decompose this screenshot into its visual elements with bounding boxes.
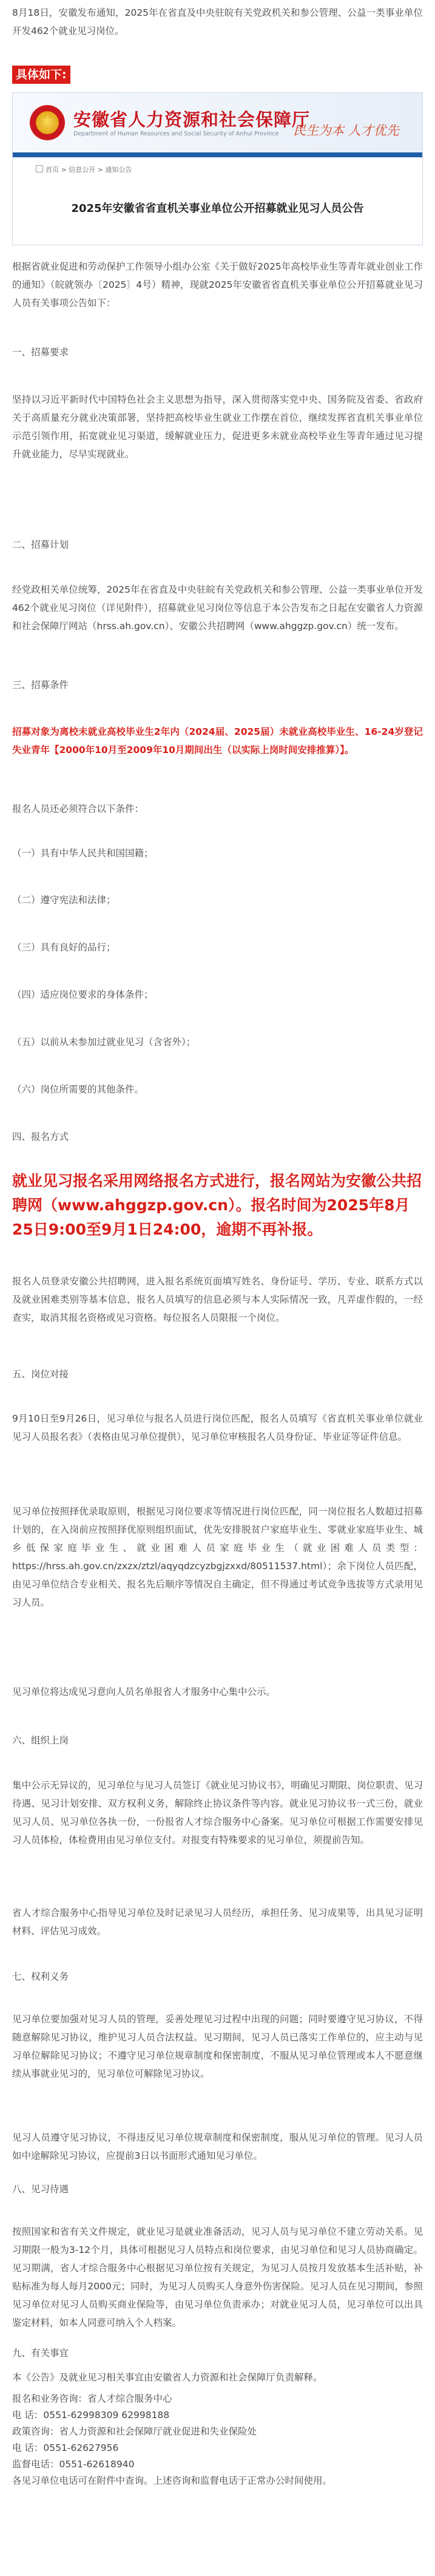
paragraph-preamble: 根据省就业促进和劳动保护工作领导小组办公室《关于做好2025年高校毕业生等青年就业创业工作的通知》（皖就领办〔2025〕4号）精神，现就2025年安徽省省直机关事业单位公开招募就业见习人员有关事项公告如下： <box>12 261 423 308</box>
website-header-screenshot <box>12 92 423 245</box>
paragraph-requirements: 坚持以习近平新时代中国特色社会主义思想为指导，深入贯彻落实党中央、国务院及省委、省政府关于高质量充分就业决策部署，坚持把高校毕业生就业工作摆在首位，继续发挥省直机关事业单位示范引领作用，拓宽就业见习渠道，缓解就业压力，促进更多未就业高校毕业生等青年通过见习提升就业能力，尽早实现就业。 <box>12 394 423 460</box>
registration-highlight: 就业见习报名采用网络报名方式进行，报名网站为安徽公共招聘网（www.ahggzp.gov.cn）。报名时间为2025年8月25日9:00至9月1日24:00，逾期不再补报。 <box>12 1172 422 1238</box>
paragraph-matching-2: 见习单位按照择优录取原则，根据见习岗位要求等情况进行岗位匹配，同一岗位报名人数超过招募计划的，在入岗前应按照择优原则组织面试，优先安排脱贫户家庭毕业生、零就业家庭毕业生、城乡低保家庭毕业生、就业困难人员家庭毕业生（就业困难人员类型：https://hrss.ah.gov.cn/zxzx/ztzl/aqyqdzcyzbgjzxxd/80511537.html）；余下岗位人员匹配，由见习单位结合专业相关、报名先后顺序等情况自主确定，但不得通过考试竞争选拔等方式录用见习人员。 <box>12 1506 423 1608</box>
contact-label: 报名和业务咨询：省人才综合服务中心 <box>12 2393 172 2404</box>
section-title-matching: 五、岗位对接 <box>12 1369 69 1380</box>
paragraph-onboarding-2: 省人才综合服务中心指导见习单位及时记录见习人员经历，承担任务、见习成果等，出具见习证明材料、评估见习成效。 <box>12 1907 423 1937</box>
contact-phone: 电 话：0551-62998309 62998188 <box>12 2410 170 2421</box>
section-title-onboarding: 六、组织上岗 <box>12 1735 69 1746</box>
section-title-plan: 二、招募计划 <box>12 539 69 550</box>
condition-item: （四）适应岗位要求的身体条件； <box>12 989 153 1000</box>
nav-bar <box>13 152 422 157</box>
paragraph-matching-1: 9月10日至9月26日，见习单位与报名人员进行岗位匹配，报名人员填写《省直机关事业单位就业见习人员报名表》（表格由见习单位提供），见习单位审核报名人员身份证、毕业证等证件信息。 <box>12 1413 423 1442</box>
banner <box>13 93 422 152</box>
site-subtitle: Department of Human Resources and Social Security of Anhui Province <box>73 131 279 137</box>
contact-label: 监督电话：0551-62618940 <box>12 2459 135 2470</box>
paragraph-registration: 报名人员登录安徽公共招聘网，进入报名系统页面填写姓名、身份证号、学历、专业、联系方式以及就业困难类别等基本信息，报名人员填写的信息必须与本人实际情况一致，凡弄虚作假的，一经查实，取消其报名资格或见习资格。每位报名人员限报一个岗位。 <box>12 1276 423 1323</box>
paragraph-plan: 经党政相关单位统筹，2025年在省直及中央驻皖有关党政机关和参公管理、公益一类事业单位开发462个就业见习岗位（详见附件），招募就业见习岗位等信息于本公告发布之日起在安徽省人力资源和社会保障厅网站（hrss.ah.gov.cn）、安徽公共招聘网（www.ahggzp.gov.cn）统一发布。 <box>12 584 423 632</box>
paragraph-benefits: 按照国家和省有关文件规定，就业见习是就业准备活动，见习人员与见习单位不建立劳动关系。见习期限一般为3-12个月，具体可根据见习人员特点和岗位要求，由见习单位和见习人员协商确定。见习期满，省人才综合服务中心根据见习单位按有关规定，为见习人员按月发放基本生活补贴，补贴标准为每人每月2000元；同时，为见习人员购买人身意外伤害保险。见习人员在见习期间，参照见习单位对见习人员购买商业保险等，由见习单位负责承办；对就业见习人员，见习单位可以出具鉴定材料，如本人同意可纳入个人档案。 <box>12 2226 423 2328</box>
intro-paragraph: 8月18日，安徽发布通知，2025年在省直及中央驻皖有关党政机关和参公管理、公益一类事业单位开发462个就业见习岗位。 <box>12 7 423 36</box>
contact-label: 政策咨询：省人力资源和社会保障厅就业促进和失业保险处 <box>12 2426 257 2437</box>
paragraph-onboarding-1: 集中公示无异议的，见习单位与见习人员签订《就业见习协议书》，明确见习期限、岗位职责、见习待遇、见习计划安排、双方权利义务，解除终止协议条件等内容。就业见习协议书一式三份，就业见习人员、见习单位各执一份，一份报省人才综合服务中心备案。见习单位可根据工作需要安排见习人员体检，体检费用由见习单位支付。对报变有特殊要求的见习单位，须提前告知。 <box>12 1780 423 1845</box>
conditions-intro: 报名人员还必须符合以下条件： <box>12 803 144 814</box>
slogan: 民生为本 人才优先 <box>293 123 399 138</box>
condition-item: （五）以前从未参加过就业见习（含省外）； <box>12 1037 196 1048</box>
condition-item: （六）岗位所需要的其他条件。 <box>12 1084 144 1095</box>
section-title-rights: 七、权利义务 <box>12 1971 69 1982</box>
section-title-registration: 四、报名方式 <box>12 1131 69 1142</box>
paragraph-target-group: 招募对象为离校未就业高校毕业生2年内（2024届、2025届）未就业高校毕业生、16-24岁登记失业青年【2000年10月至2009年10月期间出生（以实际上岗时间安排推算）】。 <box>12 726 423 755</box>
article-title: 2025年安徽省省直机关事业单位公开招募就业见习人员公告 <box>71 202 364 215</box>
breadcrumb-text: 首页 > 信息公开 > 通知公告 <box>46 166 132 174</box>
paragraph-matching-3: 见习单位将达成见习意向人员名单报省人才服务中心集中公示。 <box>12 1686 276 1697</box>
section-title-matters: 九、有关事宜 <box>12 2348 69 2359</box>
section-title-requirements: 一、招募要求 <box>12 347 69 358</box>
sub-heading: 具体如下: <box>12 66 70 84</box>
condition-item: （三）具有良好的品行； <box>12 942 116 953</box>
section-title-conditions: 三、招募条件 <box>12 680 69 690</box>
section-title-benefits: 八、见习待遇 <box>12 2184 69 2195</box>
paragraph-rights-1: 见习单位要加强对见习人员的管理，妥善处理见习过程中出现的问题；同时要遵守见习协议，不得随意解除见习协议，维护见习人员合法权益。见习期间，见习人员已落实工作单位的，应主动与见习单位解除见习协议；不遵守见习单位规章制度和保密制度，不服从见习单位管理或本人不愿意继续从事就业见习的，见习单位可解除见习协议。 <box>12 2014 423 2079</box>
contact-note: 各见习单位电话可在附件中查询。上述咨询和监督电话于正常办公时间使用。 <box>12 2475 332 2486</box>
breadcrumb <box>36 165 132 174</box>
paragraph-rights-2: 见习人员遵守见习协议，不得违反见习单位规章制度和保密制度，服从见习单位的管理。见习人员如中途解除见习协议，应提前3日以书面形式通知见习单位。 <box>12 2132 423 2161</box>
site-title: 安徽省人力资源和社会保障厅 <box>73 109 311 130</box>
home-icon <box>36 165 43 172</box>
contact-phone: 电 话：0551-62627956 <box>12 2442 119 2453</box>
condition-item: （二）遵守宪法和法律； <box>12 894 116 905</box>
paragraph-matters: 本《公告》及就业见习相关事宜由安徽省人力资源和社会保障厅负责解释。 <box>12 2372 323 2383</box>
condition-item: （一）具有中华人民共和国国籍； <box>12 848 153 859</box>
national-emblem-icon: ★ <box>30 105 65 140</box>
